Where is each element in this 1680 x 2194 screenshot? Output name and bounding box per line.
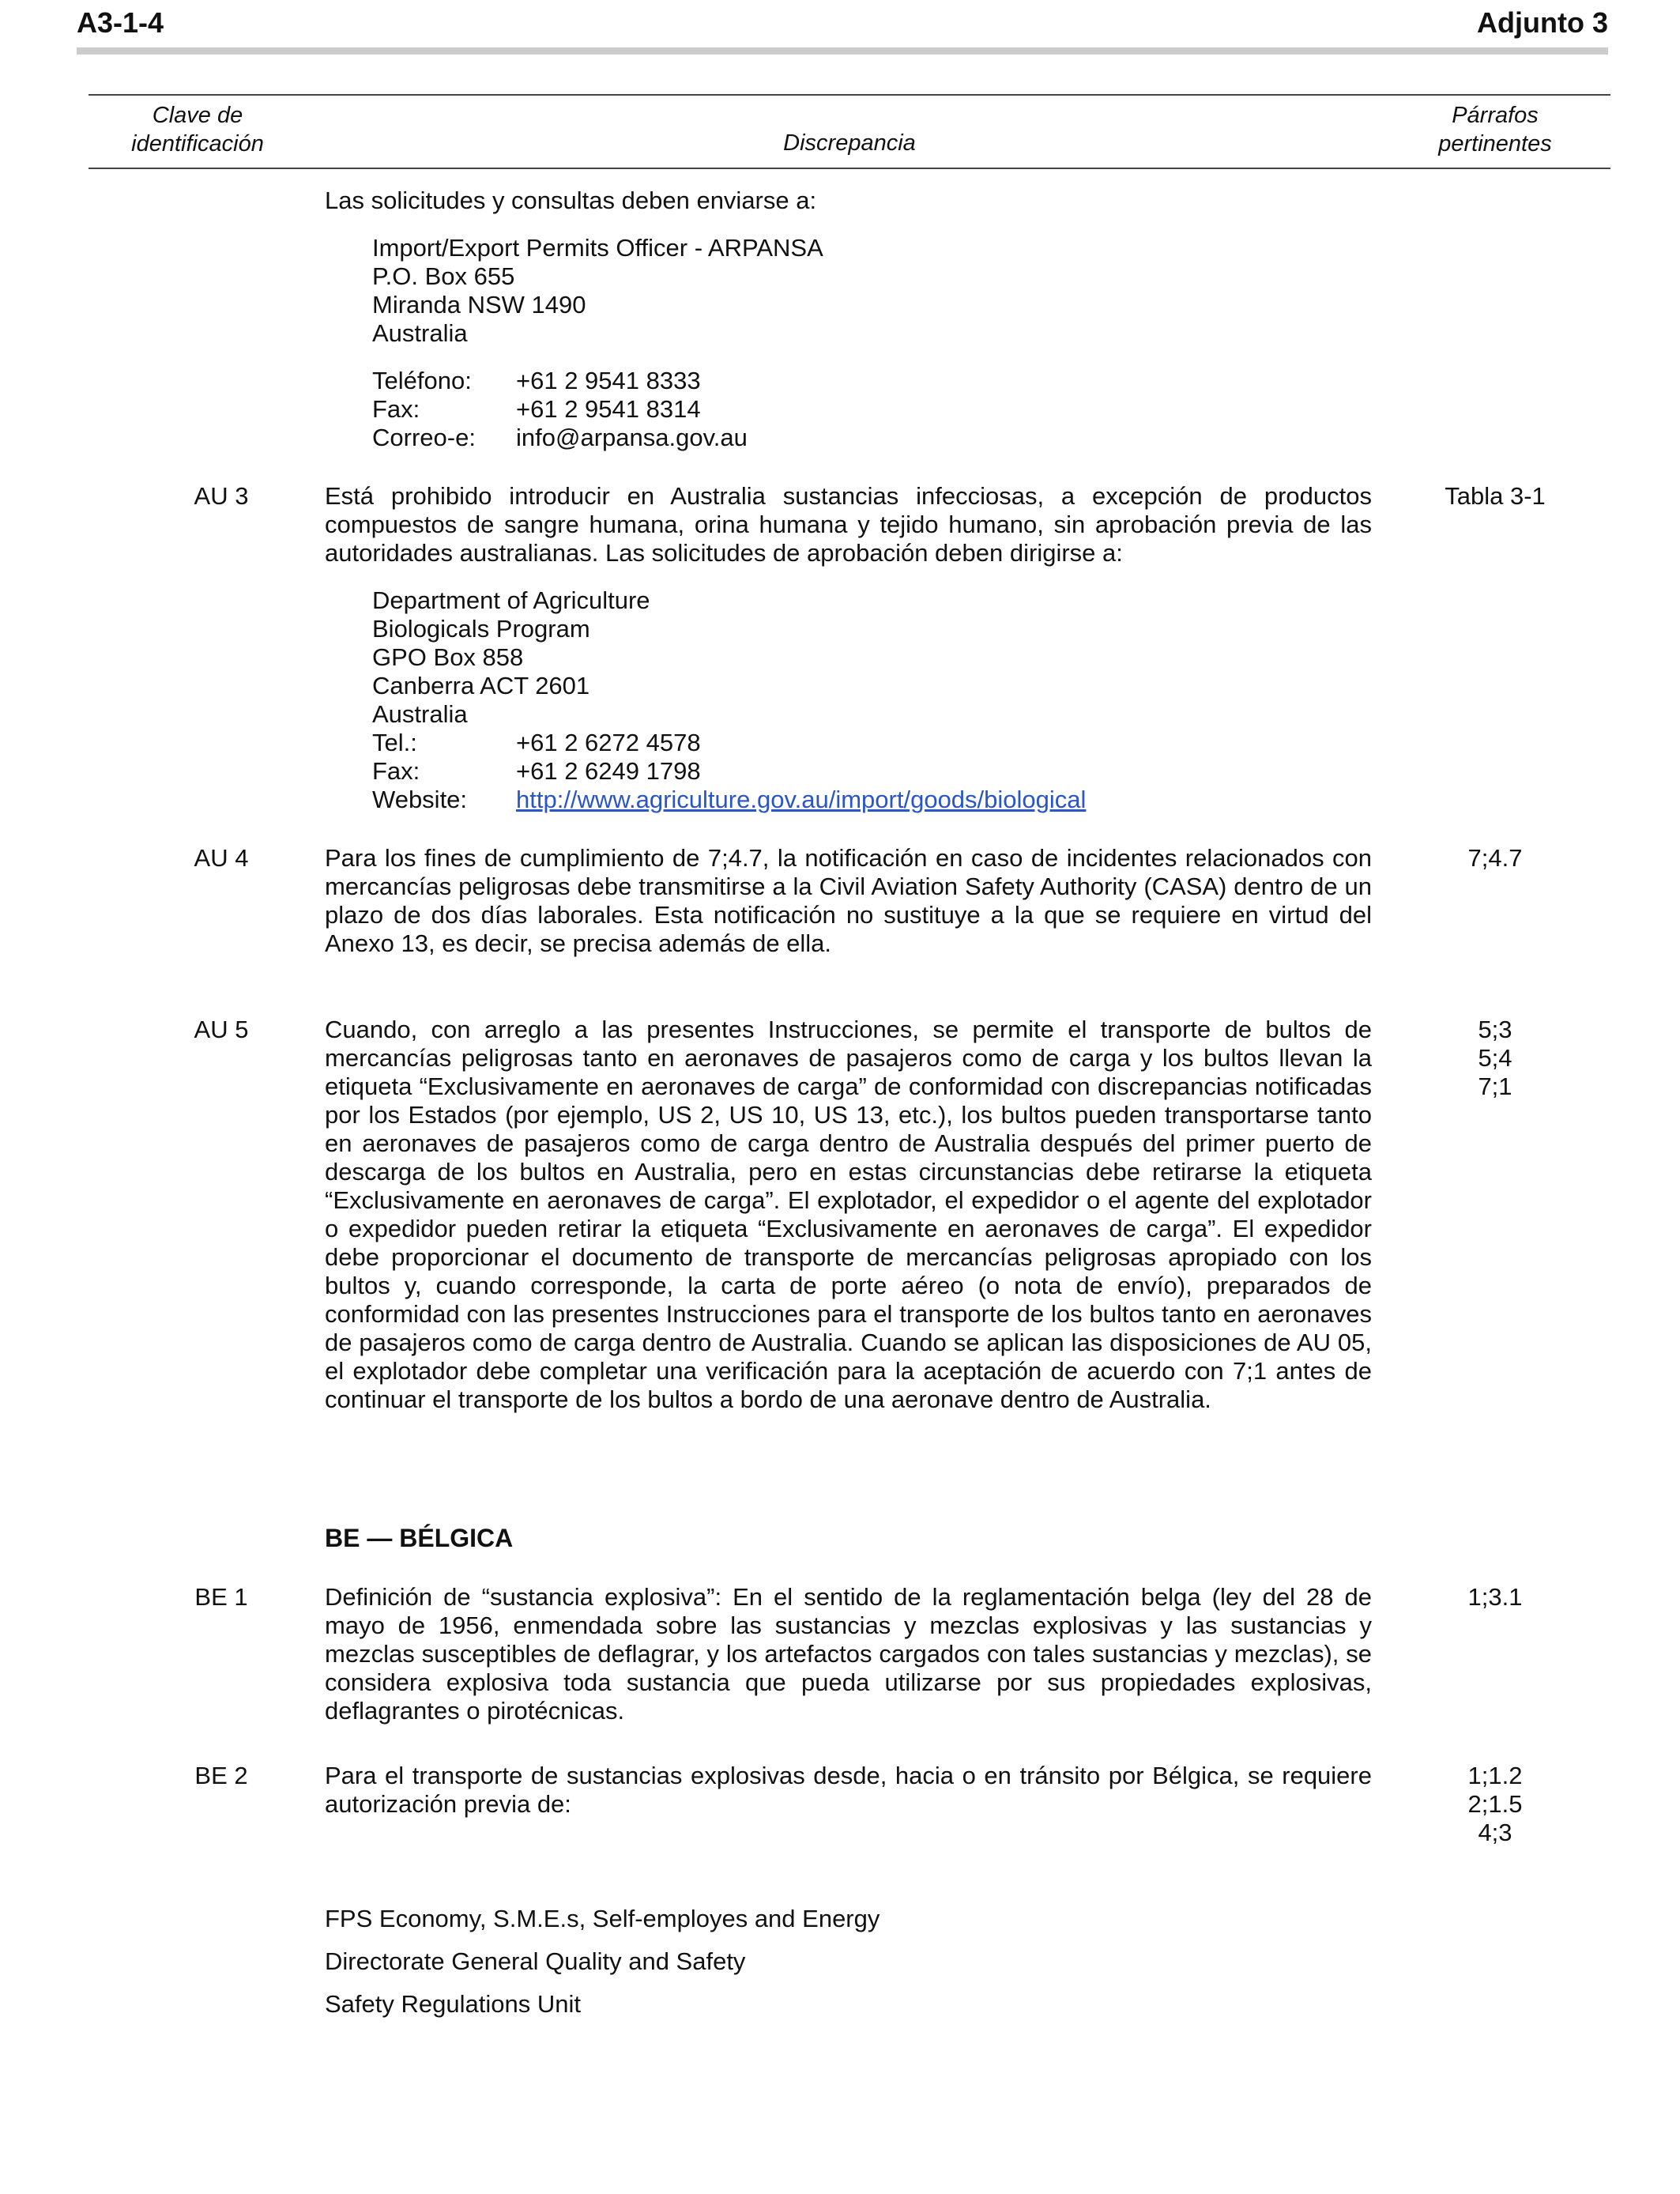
entry-text-be2: Para el transporte de sustancias explosivas desde, hacia o en tránsito por Bélgica, se requiere autorización previa de: — [325, 1762, 1372, 1818]
entry-key-be1: BE 1 — [194, 1583, 248, 1611]
column-header-key: Clave de identificación — [131, 103, 264, 156]
entry-refs-au5: 5;3 5;4 7;1 — [1478, 1016, 1512, 1100]
entry-refs-au4: 7;4.7 — [1467, 844, 1523, 872]
section-heading-belgium: BE — BÉLGICA — [325, 1524, 514, 1552]
contact-row: Teléfono: +61 2 9541 8333 — [372, 367, 701, 394]
entry-text-au5: Cuando, con arreglo a las presentes Instrucciones, se permite el transporte de bultos de mercancías peligrosas tanto en aeronaves de pasajeros como de carga y los bultos llevan la etiqueta “Exclusivamente en aeronaves de carga” de conformidad con discrepancias notificadas por los Estados (por ejemplo, US 2, US 10, US 13, etc.), los bultos pueden transportarse tanto en aeronaves de pasajeros como de carga dentro de Australia después del primer puerto de descarga de los bultos en Australia, pero en estas circunstancias debe retirarse la etiqueta “Exclusivamente en aeronaves de carga”. El explotador, el expedidor o el agente del explotador o expedidor pueden retirar la etiqueta “Exclusivamente en aeronaves de carga”. El expedidor debe proporcionar el documento de transporte de mercancías peligrosas apropiado con los bultos y, cuando corresponde, la carta de porte aéreo (o nota de envío), preparados de conformidad con las presentes Instrucciones para el transporte de los bultos tanto en aeronaves de pasajeros como de carga dentro de Australia. Cuando se aplican las disposiciones de AU 05, el explotador debe completar una verificación para la aceptación de acuerdo con 7;1 antes de continuar el transporte de los bultos a bordo de una aeronave dentro de Australia. — [325, 1016, 1372, 1413]
agriculture-address: Department of Agriculture Biologicals Program GPO Box 858 Canberra ACT 2601 Australia — [372, 586, 650, 728]
contact-row: Fax: +61 2 6249 1798 — [372, 757, 701, 785]
fps-address-line: FPS Economy, S.M.E.s, Self-employes and Energy — [325, 1905, 880, 1932]
contact-row: Website: http://www.agriculture.gov.au/import/goods/biological — [372, 786, 1087, 813]
entry-refs-be2: 1;1.2 2;1.5 4;3 — [1467, 1762, 1523, 1846]
email-link[interactable]: info@arpansa.gov.au — [516, 424, 748, 451]
entry-key-au4: AU 4 — [194, 844, 249, 872]
attachment-label: Adjunto 3 — [1477, 6, 1608, 39]
entry-text-be1: Definición de “sustancia explosiva”: En el sentido de la reglamentación belga (ley del 28 de mayo de 1956, enmendada sobre las sustancias y mezclas explosivas y las sustancias y mezclas susceptibles de deflagrar, y los artefactos cargados con tales sustancias y mezclas), se considera explosiva toda sustancia que pueda utilizarse por sus propiedades explosivas, deflagrantes o pirotécnicas. — [325, 1583, 1372, 1725]
agriculture-contacts — [372, 729, 1086, 814]
arpansa-address: Import/Export Permits Officer - ARPANSA P.O. Box 655 Miranda NSW 1490 Australia — [372, 234, 823, 347]
contact-row: Tel.: +61 2 6272 4578 — [372, 729, 701, 756]
intro-text: Las solicitudes y consultas deben enviarse a: — [325, 187, 817, 214]
page-reference: A3-1-4 — [77, 6, 164, 39]
entry-text-au3: Está prohibido introducir en Australia sustancias infecciosas, a excepción de productos compuestos de sangre humana, orina humana y tejido humano, sin aprobación previa de las autoridades australianas. Las solicitudes de aprobación deben dirigirse a: — [325, 482, 1372, 567]
website-link[interactable]: http://www.agriculture.gov.au/import/goods/biological — [516, 786, 1087, 813]
entry-key-au3: AU 3 — [194, 482, 249, 510]
column-header-paragraphs: Párrafos pertinentes — [1438, 103, 1552, 156]
arpansa-contacts — [372, 367, 748, 452]
fps-address-line: Safety Regulations Unit — [325, 1990, 581, 2018]
contact-row: Correo-e: info@arpansa.gov.au — [372, 424, 748, 451]
contact-row: Fax: +61 2 9541 8314 — [372, 395, 701, 423]
entry-refs-be1: 1;3.1 — [1467, 1583, 1523, 1611]
entry-key-au5: AU 5 — [194, 1016, 249, 1043]
entry-key-be2: BE 2 — [194, 1762, 248, 1789]
entry-refs-au3: Tabla 3-1 — [1445, 482, 1546, 510]
entry-text-au4: Para los fines de cumplimiento de 7;4.7, la notificación en caso de incidentes relacionados con mercancías peligrosas debe transmitirse a la Civil Aviation Safety Authority (CASA) dentro de un plazo de dos días laborales. Esta notificación no sustituye a la que se requiere en virtud del Anexo 13, es decir, se precisa además de ella. — [325, 844, 1372, 957]
fps-address-line: Directorate General Quality and Safety — [325, 1947, 746, 1975]
column-header-discrepancy: Discrepancia — [783, 130, 916, 156]
